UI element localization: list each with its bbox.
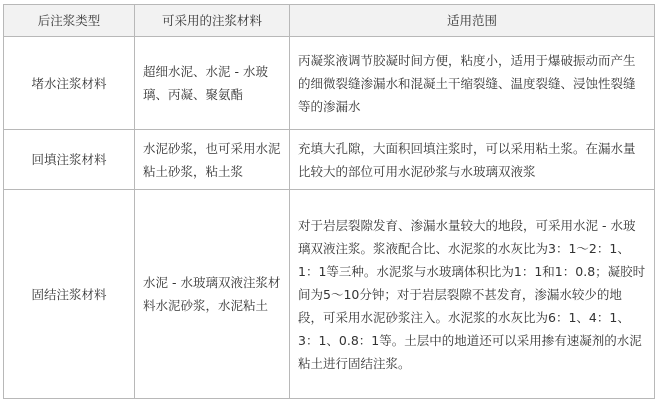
cell-type: 回填注浆材料 — [4, 130, 135, 190]
grouting-materials-table — [3, 4, 655, 399]
table-row — [4, 37, 655, 130]
cell-material: 超细水泥、水泥 - 水玻璃、丙凝、聚氨酯 — [135, 37, 290, 130]
cell-type: 固结注浆材料 — [4, 190, 135, 399]
header-grouting-material: 可采用的注浆材料 — [135, 5, 290, 37]
cell-type: 堵水注浆材料 — [4, 37, 135, 130]
cell-scope: 对于岩层裂隙发育、渗漏水量较大的地段，可采用水泥 - 水玻璃双液注浆。浆液配合比、水泥浆的水灰比为3：1～2：1、1：1等三种。水泥浆与水玻璃体积比为1：1和1：0.8；凝胶时间为5～10分钟；对于岩层裂隙不甚发育，渗漏水较少的地段，可采用水泥砂浆注入。水泥浆的水灰比为6：1、4：1、3：1、0.8：1等。土层中的地道还可以采用掺有速凝剂的水泥粘土进行固结注浆。 — [290, 190, 655, 399]
grouting-table-container — [3, 4, 654, 395]
header-grouting-type: 后注浆类型 — [4, 5, 135, 37]
cell-scope: 充填大孔隙，大面积回填注浆时，可以采用粘土浆。在漏水量比较大的部位可用水泥砂浆与水玻璃双液浆 — [290, 130, 655, 190]
cell-material: 水泥 - 水玻璃双液注浆材料水泥砂浆，水泥粘土 — [135, 190, 290, 399]
header-application-scope: 适用范围 — [290, 5, 655, 37]
cell-scope: 丙凝浆液调节胶凝时间方便，粘度小，适用于爆破振动而产生的细微裂缝渗漏水和混凝土干缩裂缝、温度裂缝、浸蚀性裂缝等的渗漏水 — [290, 37, 655, 130]
cell-material: 水泥砂浆，也可采用水泥粘土砂浆，粘土浆 — [135, 130, 290, 190]
table-row — [4, 130, 655, 190]
table-row — [4, 190, 655, 399]
table-header-row — [4, 5, 655, 37]
